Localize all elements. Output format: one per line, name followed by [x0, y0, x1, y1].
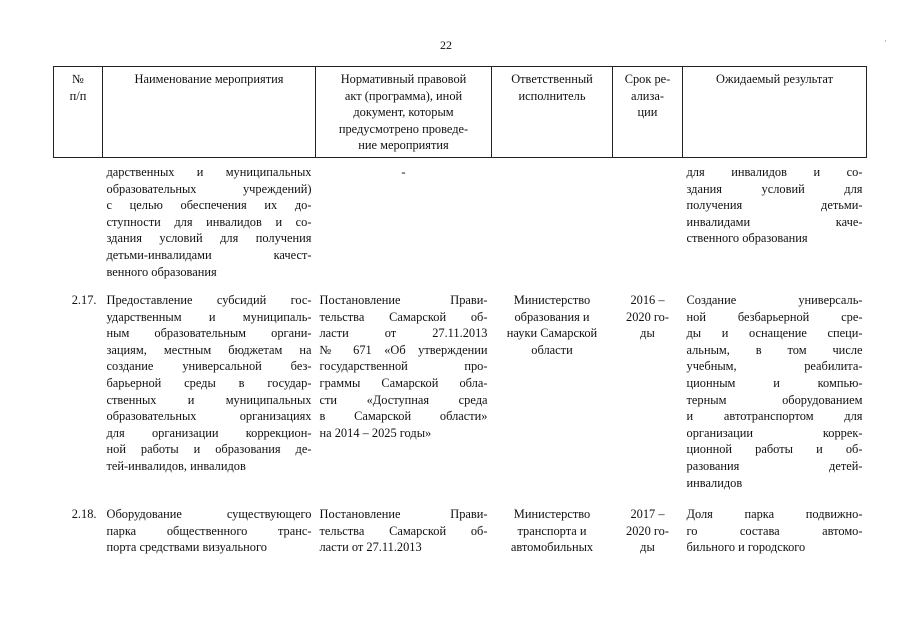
- executor-line: области: [531, 342, 573, 357]
- result-line: ственного образования: [686, 231, 808, 246]
- cell-act: [316, 500, 492, 556]
- result-line: организации коррек-: [686, 425, 863, 440]
- act-line: граммы Самарской обла-: [319, 375, 488, 390]
- table-row: [54, 158, 867, 283]
- cell-term: [613, 158, 683, 283]
- cell-act: [316, 282, 492, 500]
- cell-name: [103, 158, 316, 283]
- name-line: образовательных организациях: [106, 409, 312, 424]
- act-line: сти «Доступная среда: [319, 392, 488, 407]
- result-line: инвалидами каче-: [686, 214, 863, 229]
- result-line: получения детьми-: [686, 198, 863, 213]
- result-line: Создание универсаль-: [686, 293, 863, 307]
- result-line: ной безбарьерной сре-: [686, 309, 863, 324]
- result-line: здания условий для: [686, 181, 863, 196]
- cell-executor: [492, 500, 613, 556]
- result-line: ционным и компью-: [686, 375, 863, 390]
- name-line: создание универсальной без-: [106, 359, 312, 374]
- name-line: зациям, местным бюджетам на: [106, 342, 312, 357]
- cell-result: [683, 500, 867, 556]
- name-line: Оборудование существующего: [106, 507, 312, 521]
- header-name: Наименование мероприятия: [103, 67, 316, 158]
- table-header-row: [54, 67, 867, 158]
- act-line: Постановление Прави-: [319, 507, 488, 521]
- header-num: № п/п: [54, 67, 103, 158]
- act-line: государственной про-: [319, 359, 488, 374]
- name-line: образовательных учреждений): [106, 181, 312, 196]
- act-line: -: [401, 165, 406, 179]
- cell-result: [683, 158, 867, 283]
- term-line: ды: [640, 326, 655, 341]
- name-line: ударственным и муниципаль-: [106, 309, 312, 324]
- header-term: Срок ре- ализа- ции: [613, 67, 683, 158]
- table-row: [54, 500, 867, 556]
- name-line: парка общественного транс-: [106, 523, 312, 538]
- term-line: 2020 го-: [626, 309, 669, 324]
- act-line: № 671 «Об утверждении: [319, 342, 488, 357]
- cell-term: [613, 282, 683, 500]
- result-line: инвалидов: [686, 475, 743, 490]
- scan-dot: ·: [884, 36, 887, 46]
- name-line: ной работы и образования де-: [106, 442, 312, 457]
- name-line: ступности для инвалидов и со-: [106, 214, 312, 229]
- result-line: учебным, реабилита-: [686, 359, 863, 374]
- name-line: тей-инвалидов, инвалидов: [106, 458, 246, 473]
- result-line: альным, в том числе: [686, 342, 863, 357]
- cell-act: [316, 158, 492, 283]
- table-row: [54, 282, 867, 500]
- name-line: ным образовательным органи-: [106, 326, 312, 341]
- cell-name: [103, 500, 316, 556]
- term-line: ды: [640, 540, 655, 555]
- name-line: с целью обеспечения их до-: [106, 198, 312, 213]
- name-line: дарственных и муниципальных: [106, 165, 312, 179]
- cell-num: 2.17.: [71, 293, 97, 307]
- name-line: порта средствами визуального: [106, 540, 267, 555]
- result-line: ды и оснащение специ-: [686, 326, 863, 341]
- header-act: Нормативный правовой акт (программа), иной документ, которым предусмотрено проведе- ние мероприятия: [316, 67, 492, 158]
- term-line: 2016 –: [630, 293, 665, 307]
- result-line: для инвалидов и со-: [686, 165, 863, 179]
- act-line: ласти от 27.11.2013: [319, 326, 488, 341]
- executor-line: транспорта и: [517, 523, 587, 538]
- cell-term: [613, 500, 683, 556]
- act-line: ласти от 27.11.2013: [319, 540, 422, 555]
- executor-line: Министерство: [513, 507, 591, 521]
- result-line: бильного и городского: [686, 540, 806, 555]
- act-line: в Самарской области»: [319, 409, 488, 424]
- cell-name: [103, 282, 316, 500]
- name-line: Предоставление субсидий гос-: [106, 293, 312, 307]
- result-line: и автотранспортом для: [686, 409, 863, 424]
- header-result: Ожидаемый результат: [683, 67, 867, 158]
- cell-num: [54, 158, 103, 283]
- act-line: Постановление Прави-: [319, 293, 488, 307]
- result-line: ционной работы и об-: [686, 442, 863, 457]
- term-line: 2017 –: [630, 507, 665, 521]
- executor-line: Министерство: [513, 293, 591, 307]
- act-line: тельства Самарской об-: [319, 309, 488, 324]
- header-executor: Ответственный исполнитель: [492, 67, 613, 158]
- name-line: детьми-инвалидами качест-: [106, 247, 312, 262]
- name-line: барьерной среды в государ-: [106, 375, 312, 390]
- result-line: терным оборудованием: [686, 392, 863, 407]
- name-line: венного образования: [106, 264, 217, 279]
- cell-executor: [492, 158, 613, 283]
- result-line: Доля парка подвижно-: [686, 507, 863, 521]
- name-line: здания условий для получения: [106, 231, 312, 246]
- term-line: 2020 го-: [626, 523, 669, 538]
- result-line: го состава автомо-: [686, 523, 863, 538]
- cell-executor: [492, 282, 613, 500]
- act-line: тельства Самарской об-: [319, 523, 488, 538]
- act-line: на 2014 – 2025 годы»: [319, 425, 432, 440]
- executor-line: образования и: [514, 309, 590, 324]
- cell-result: [683, 282, 867, 500]
- executor-line: науки Самарской: [506, 326, 598, 341]
- cell-num: 2.18.: [71, 507, 97, 521]
- executor-line: автомобильных: [510, 540, 594, 555]
- result-line: разования детей-: [686, 458, 863, 473]
- name-line: ственных и муниципальных: [106, 392, 312, 407]
- name-line: для организации коррекцион-: [106, 425, 312, 440]
- measures-table: [53, 66, 867, 556]
- page-number: 22: [440, 38, 452, 52]
